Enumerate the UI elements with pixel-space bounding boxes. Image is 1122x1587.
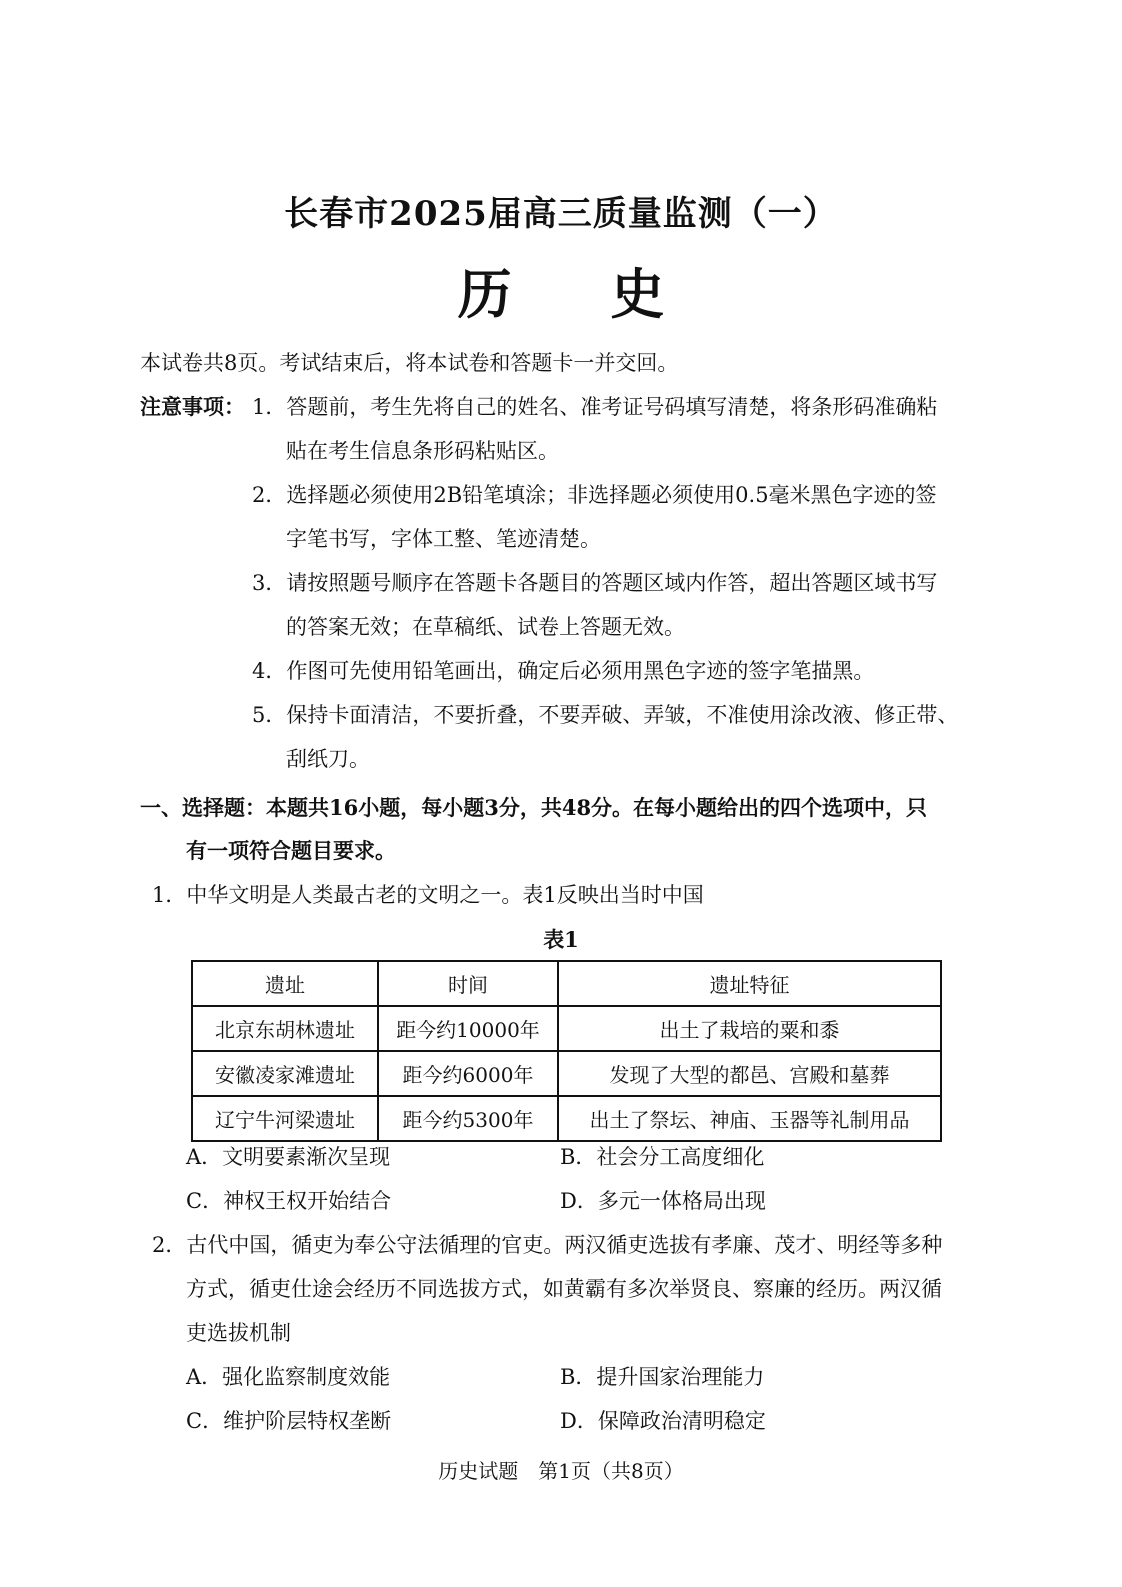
q2-option-a: A．强化监察制度效能	[186, 1365, 391, 1389]
notice-item-3: 3．请按照题号顺序在答题卡各题目的答题区域内作答，超出答题区域书写	[252, 571, 938, 595]
q1-option-d: D．多元一体格局出现	[560, 1189, 766, 1213]
question-2-stem-cont: 吏选拔机制	[186, 1321, 291, 1345]
table-row	[192, 1006, 941, 1051]
section-heading: 一、选择题：本题共16小题，每小题3分，共48分。在每小题给出的四个选项中，只	[140, 795, 928, 820]
table-cell: 北京东胡林遗址	[192, 1006, 378, 1051]
question-1-stem: 1．中华文明是人类最古老的文明之一。表1反映出当时中国	[152, 883, 704, 907]
notice-item-2: 2．选择题必须使用2B铅笔填涂；非选择题必须使用0.5毫米黑色字迹的签	[252, 483, 937, 507]
notice-item-5-cont: 刮纸刀。	[286, 747, 370, 771]
notice-label: 注意事项：	[140, 394, 245, 419]
q1-option-b: B．社会分工高度细化	[560, 1145, 765, 1169]
table-header-cell: 遗址特征	[558, 961, 941, 1006]
table-cell: 安徽凌家滩遗址	[192, 1051, 378, 1096]
q2-option-b: B．提升国家治理能力	[560, 1365, 765, 1389]
notice-item-1-cont: 贴在考生信息条形码粘贴区。	[286, 439, 559, 463]
table-cell: 辽宁牛河梁遗址	[192, 1096, 378, 1141]
q1-option-a: A．文明要素渐次呈现	[186, 1145, 391, 1169]
notice-item-5: 5．保持卡面清洁，不要折叠，不要弄破、弄皱，不准使用涂改液、修正带、	[252, 703, 959, 727]
table-row	[192, 1051, 941, 1096]
table-header-cell: 时间	[378, 961, 558, 1006]
notice-item-3-cont: 的答案无效；在草稿纸、试卷上答题无效。	[286, 615, 685, 639]
table-header-cell: 遗址	[192, 961, 378, 1006]
intro-text: 本试卷共8页。考试结束后，将本试卷和答题卡一并交回。	[140, 351, 679, 375]
section-heading-cont: 有一项符合题目要求。	[186, 838, 396, 863]
notice-item-4: 4．作图可先使用铅笔画出，确定后必须用黑色字迹的签字笔描黑。	[252, 659, 875, 683]
notice-item-2-cont: 字笔书写，字体工整、笔迹清楚。	[286, 527, 601, 551]
notice-item-1: 1．答题前，考生先将自己的姓名、准考证号码填写清楚，将条形码准确粘	[252, 395, 938, 419]
table-cell: 距今约10000年	[378, 1006, 558, 1051]
q2-option-d: D．保障政治清明稳定	[560, 1409, 766, 1433]
subject-title: 历 史	[457, 262, 705, 326]
table-cell: 出土了祭坛、神庙、玉器等礼制用品	[558, 1096, 941, 1141]
table-caption: 表1	[543, 927, 579, 952]
table-cell: 发现了大型的都邑、宫殿和墓葬	[558, 1051, 941, 1096]
q1-option-c: C．神权王权开始结合	[186, 1189, 392, 1213]
page-footer: 历史试题 第1页（共8页）	[438, 1459, 684, 1483]
table-header-row	[192, 961, 941, 1006]
question-2-stem-cont: 方式，循吏仕途会经历不同选拔方式，如黄霸有多次举贤良、察廉的经历。两汉循	[186, 1277, 942, 1301]
table-cell: 距今约5300年	[378, 1096, 558, 1141]
table-row	[192, 1096, 941, 1141]
sites-table	[191, 960, 942, 1142]
table-cell: 出土了栽培的粟和黍	[558, 1006, 941, 1051]
table-cell: 距今约6000年	[378, 1051, 558, 1096]
q2-option-c: C．维护阶层特权垄断	[186, 1409, 392, 1433]
question-2-stem: 2．古代中国，循吏为奉公守法循理的官吏。两汉循吏选拔有孝廉、茂才、明经等多种	[152, 1233, 943, 1257]
exam-title: 长春市2025届高三质量监测（一）	[284, 194, 838, 234]
